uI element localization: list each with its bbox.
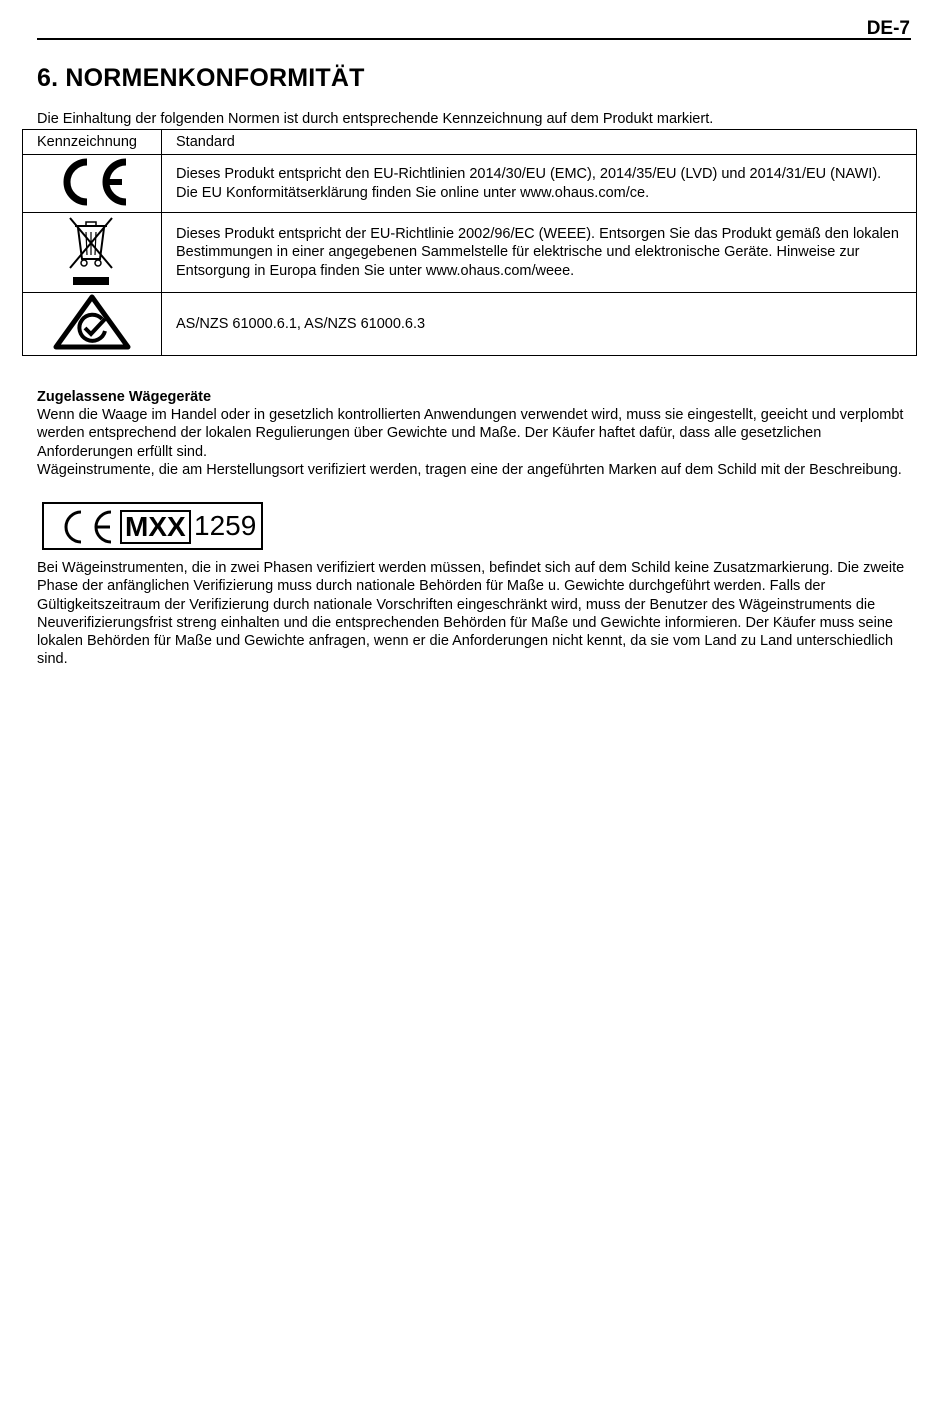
approved-heading: Zugelassene Wägegeräte (37, 389, 212, 405)
ce-mark-icon (56, 508, 116, 546)
table-row (23, 155, 917, 213)
ce-mark-icon (54, 156, 130, 208)
approved-paragraph-1: Wenn die Waage im Handel oder in gesetzlich kontrollierten Anwendungen verwendet wird, muss sie eingestellt, geeicht und verplombt werden entsprechend der lokalen Regulierungen über Gewichte und Maße. Der Käufer haftet dafür, dass alle gesetzlichen Anforderungen erfüllt sind. (37, 407, 904, 460)
header-rule (37, 38, 911, 40)
page-number: DE-7 (866, 18, 910, 39)
metrology-label: MXX (120, 510, 191, 544)
approved-paragraph-2: Wägeinstrumente, die am Herstellungsort verifiziert werden, tragen eine der angeführten Marken auf dem Schild mit der Beschreibung. (37, 462, 902, 478)
approved-paragraph-3: Bei Wägeinstrumenten, die in zwei Phasen verifiziert werden müssen, befindet sich auf dem Schild keine Zusatzmarkierung. Die zweite Phase der anfänglichen Verifizierung muss durch nationale Behörden für Maße u. Gewichte durchgeführt werden. Falls der Gültigkeitszeitraum der Verifizierung durch nationale Vorschriften eingeschränkt wird, muss der Benutzer des Wägeinstruments die Neuverifizierungsfrist streng einhalten und die entsprechenden Behörden für Maße und Gewichte informieren. Der Käufer muss seine lokalen Behörden für Maße und Gewichte anfragen, wenn er die Anforderungen nicht kennt, da sie vom Land zu Land unterschiedlich sind. (37, 560, 905, 668)
intro-text: Die Einhaltung der folgenden Normen ist durch entsprechende Kennzeichnung auf dem Produkt markiert. (37, 111, 714, 127)
table-header-row (23, 130, 917, 155)
row-rcm-text: AS/NZS 61000.6.1, AS/NZS 61000.6.3 (162, 293, 917, 356)
header-standard: Standard (162, 130, 917, 155)
row-weee-text: Dieses Produkt entspricht der EU-Richtlinie 2002/96/EC (WEEE). Entsorgen Sie das Produkt gemäß den lokalen Bestimmungen in einer angegebenen Sammelstelle für elektrische und elektronische Geräte. Hinweise zur Entsorgung in Europa finden Sie unter www.ohaus.com/weee. (162, 213, 917, 293)
conformity-table (22, 129, 917, 356)
section-title: 6. NORMENKONFORMITÄT (37, 64, 365, 92)
table-row (23, 293, 917, 356)
notified-body-number: 1259 (194, 510, 257, 541)
row-ce-text: Dieses Produkt entspricht den EU-Richtlinien 2014/30/EU (EMC), 2014/35/EU (LVD) und 2014/31/EU (NAWI). Die EU Konformitätserklärung finden Sie online unter www.ohaus.com/ce. (162, 155, 917, 213)
rcm-mark-icon (52, 293, 132, 351)
metrology-marking (42, 502, 263, 550)
table-row (23, 213, 917, 293)
header-marking: Kennzeichnung (23, 130, 162, 155)
weee-crossed-bin-icon (66, 215, 118, 287)
